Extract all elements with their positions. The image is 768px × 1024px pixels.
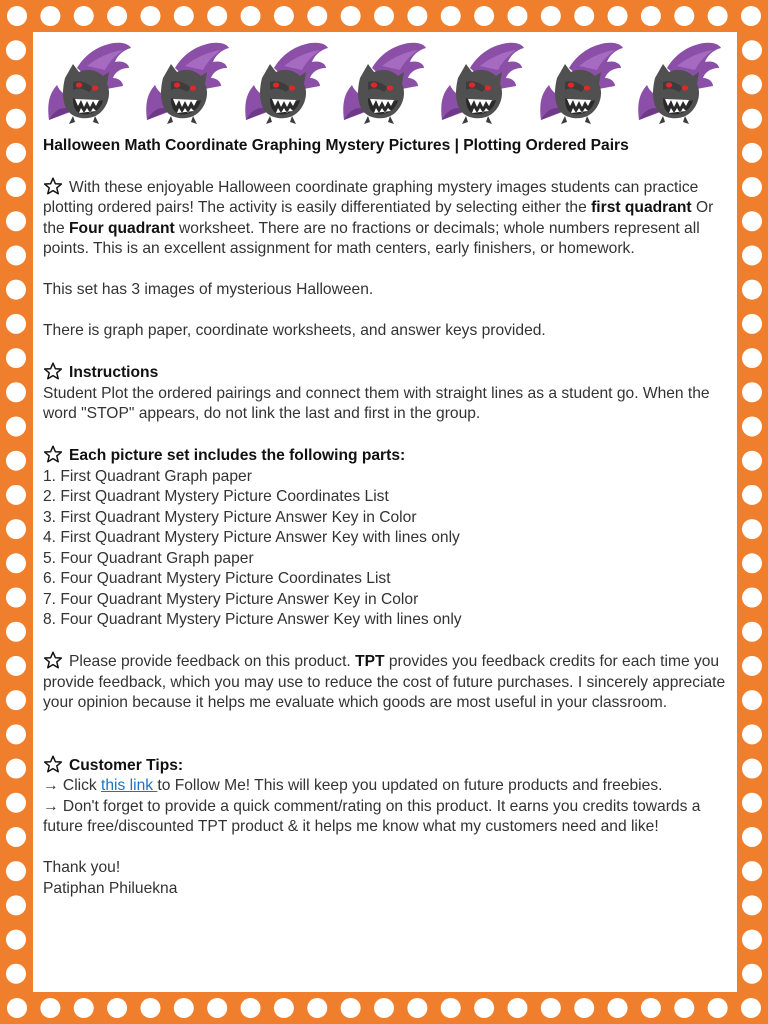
bat-illustration [338,38,428,130]
bat-illustration [633,38,723,130]
border-dot [6,588,26,608]
border-dot [407,998,427,1018]
star-outline-icon [43,755,63,773]
product-description-panel [33,32,737,992]
border-dot [574,998,594,1018]
border-dot [6,622,26,642]
border-dot [6,964,26,984]
border-dot [374,998,394,1018]
list-item: 1. First Quadrant Graph paper [43,467,252,485]
border-dot [6,416,26,436]
border-dot [374,6,394,26]
border-dot [742,245,762,265]
border-dot [742,827,762,847]
bat-illustration [141,38,231,130]
border-dot [207,6,227,26]
border-dot [6,656,26,676]
bat-illustration [240,38,330,130]
border-dot [174,998,194,1018]
border-dot [6,861,26,881]
border-dot [441,6,461,26]
border-dot [341,998,361,1018]
border-dot [742,724,762,744]
parts-list [43,467,727,631]
border-dot [6,690,26,710]
spacer [43,734,727,755]
border-dot [174,6,194,26]
provided-text: There is graph paper, coordinate worksheets, and answer keys provided. [43,322,546,339]
border-dot [6,74,26,94]
border-dot [742,451,762,471]
border-dot [6,314,26,334]
border-dot [40,6,60,26]
tip-text: to Follow Me! This will keep you updated on future products and freebies. [157,777,663,794]
border-dot [742,109,762,129]
border-dot [742,553,762,573]
border-dot [742,177,762,197]
border-dot [6,40,26,60]
border-dot [6,485,26,505]
border-dot [207,998,227,1018]
border-dot [708,6,728,26]
border-dot [274,998,294,1018]
feedback-bold-tpt: TPT [355,653,385,670]
border-dot [507,6,527,26]
star-outline-icon [43,177,63,195]
border-dot [742,861,762,881]
border-dot [742,143,762,163]
border-dot [307,6,327,26]
intro-text: Or the [43,199,714,237]
intro-bold-first-quadrant: first quadrant [591,199,692,216]
border-dot [6,930,26,950]
border-dot [742,211,762,231]
border-dot [441,998,461,1018]
border-dot [674,998,694,1018]
border-dot [742,382,762,402]
border-dot [407,6,427,26]
list-item: 7. Four Quadrant Mystery Picture Answer Key in Color [43,590,419,608]
border-dot [742,656,762,676]
border-dot [541,998,561,1018]
border-dot [74,6,94,26]
feedback-paragraph [43,651,727,714]
border-dot [742,895,762,915]
border-dot [6,177,26,197]
author-name: Patiphan Philuekna [43,879,178,897]
border-dot [6,211,26,231]
bat-illustration [436,38,526,130]
border-dot [6,382,26,402]
border-dot [6,451,26,471]
signature-block [43,858,727,899]
border-dot [742,930,762,950]
border-dot [741,6,761,26]
customer-tips-heading: Customer Tips: [69,756,184,774]
border-dot [742,40,762,60]
star-outline-icon [43,362,63,380]
border-dot [140,6,160,26]
intro-bold-four-quadrant: Four quadrant [69,219,175,237]
border-dot [74,998,94,1018]
border-dot [274,6,294,26]
border-dot [6,143,26,163]
border-dot [507,998,527,1018]
border-dot [241,6,261,26]
list-item: 2. First Quadrant Mystery Picture Coordinates List [43,488,389,505]
border-dot [241,998,261,1018]
border-dot [107,998,127,1018]
border-dot [6,759,26,779]
border-dot [708,998,728,1018]
border-dot [7,6,27,26]
parts-section [43,445,727,631]
border-dot [40,998,60,1018]
border-dot [6,724,26,744]
set-count-text: This set has 3 images of mysterious Halloween. [43,281,374,298]
border-dot [742,588,762,608]
star-outline-icon [43,651,63,669]
border-dot [742,485,762,505]
list-item: 4. First Quadrant Mystery Picture Answer Key with lines only [43,529,460,546]
border-dot [742,348,762,368]
border-dot [641,6,661,26]
instructions-heading: Instructions [69,364,159,381]
border-dot [742,964,762,984]
border-dot [608,998,628,1018]
feedback-text: Please provide feedback on this product. [69,653,356,670]
border-dot [6,280,26,300]
border-dot [742,519,762,539]
border-dot [741,998,761,1018]
bat-illustration [43,38,133,130]
border-dot [474,6,494,26]
list-item: 3. First Quadrant Mystery Picture Answer Key in Color [43,508,417,526]
border-dot [6,895,26,915]
customer-tips-section [43,755,727,838]
border-dot [6,793,26,813]
border-dot [742,280,762,300]
feedback-text: provides you feedback credits for each time you provide feedback, which you may use to reduce the cost of future purchases. I sincerely appreciate your opinion because it helps me evaluate which goods are most useful in your classroom. [43,653,726,711]
border-dot [6,348,26,368]
intro-text: worksheet. There are no fractions or decimals; whole numbers represent all points. This is an excellent assignment for math centers, early finishers, or homework. [43,219,700,257]
list-item: 5. Four Quadrant Graph paper [43,549,254,567]
border-dot [674,6,694,26]
list-item: 6. Four Quadrant Mystery Picture Coordinates List [43,570,391,587]
border-dot [742,314,762,334]
border-dot [641,998,661,1018]
border-dot [474,998,494,1018]
border-dot [541,6,561,26]
border-dot [608,6,628,26]
border-dot [307,998,327,1018]
border-dot [742,690,762,710]
tip-text: → Don't forget to provide a quick comment/rating on this product. It earns you credits towards a future free/discounted TPT product & it helps me know what my customers need and like! [43,797,701,835]
list-item: 8. Four Quadrant Mystery Picture Answer Key with lines only [43,611,462,628]
follow-me-link[interactable]: this link [101,777,158,794]
border-dot [7,998,27,1018]
border-dot [742,793,762,813]
border-dot [742,622,762,642]
intro-text: With these enjoyable Halloween coordinate graphing mystery images students can practice plotting ordered pairs! The activity is easily differentiated by selecting either the [43,178,699,216]
tip-text: → Click [43,777,102,794]
closing-text: Thank you! [43,859,121,876]
border-dot [6,519,26,539]
border-dot [742,74,762,94]
border-dot [574,6,594,26]
bat-illustration [535,38,625,130]
bat-banner [43,38,723,130]
border-dot [6,553,26,573]
border-dot [6,245,26,265]
border-dot [140,998,160,1018]
instructions-body: Student Plot the ordered pairings and connect them with straight lines as a student go. When the word "STOP" appears, do not link the last and first in the group. [43,384,710,422]
product-title: Halloween Math Coordinate Graphing Mystery Pictures | Plotting Ordered Pairs [43,137,629,154]
border-dot [107,6,127,26]
border-dot [6,827,26,847]
border-dot [742,759,762,779]
border-dot [341,6,361,26]
parts-heading: Each picture set includes the following parts: [69,447,406,464]
border-dot [742,416,762,436]
intro-paragraph [43,177,727,260]
instructions-section [43,362,727,425]
border-dot [6,109,26,129]
star-outline-icon [43,445,63,463]
